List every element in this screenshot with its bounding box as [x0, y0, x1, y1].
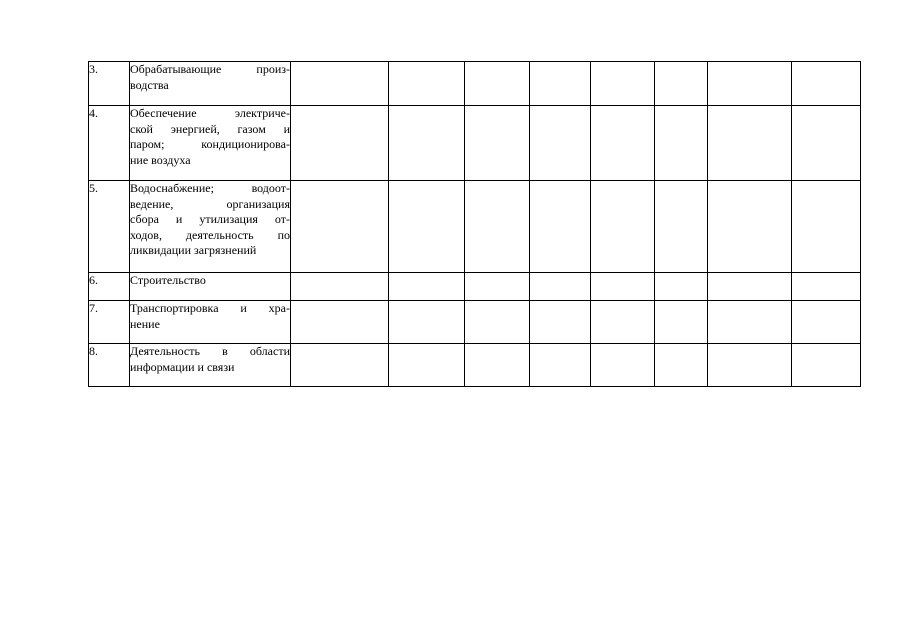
row-name-line: Транспортировка и хра-	[130, 301, 290, 315]
empty-cell	[792, 301, 861, 344]
empty-cell	[465, 62, 530, 106]
empty-cell	[792, 273, 861, 301]
row-number: 7.	[89, 301, 130, 344]
empty-cell	[792, 181, 861, 273]
table-row	[89, 301, 861, 344]
row-number: 6.	[89, 273, 130, 301]
empty-cell	[530, 62, 591, 106]
empty-cell	[530, 344, 591, 387]
row-name-line: Строительство	[130, 273, 206, 287]
empty-cell	[291, 62, 389, 106]
row-number: 4.	[89, 106, 130, 181]
empty-cell	[792, 62, 861, 106]
empty-cell	[530, 106, 591, 181]
empty-cell	[291, 344, 389, 387]
empty-cell	[792, 344, 861, 387]
table-row	[89, 273, 861, 301]
empty-cell	[530, 273, 591, 301]
table-row	[89, 106, 861, 181]
empty-cell	[389, 344, 465, 387]
empty-cell	[389, 106, 465, 181]
empty-cell	[465, 344, 530, 387]
empty-cell	[389, 62, 465, 106]
row-name-line: ведение, организация	[130, 196, 290, 211]
row-number: 8.	[89, 344, 130, 387]
row-number: 5.	[89, 181, 130, 273]
row-name	[130, 344, 291, 387]
empty-cell	[591, 301, 655, 344]
data-table	[88, 61, 861, 387]
row-name-line: ской энергией, газом и	[130, 121, 290, 136]
empty-cell	[708, 273, 792, 301]
empty-cell	[655, 62, 708, 106]
row-name-line: ходов, деятельность по	[130, 227, 290, 242]
empty-cell	[291, 106, 389, 181]
empty-cell	[465, 106, 530, 181]
empty-cell	[655, 344, 708, 387]
row-name-line: паром; кондиционирова-	[130, 137, 290, 151]
table-row	[89, 181, 861, 273]
empty-cell	[708, 344, 792, 387]
empty-cell	[465, 181, 530, 273]
row-name	[130, 181, 291, 273]
empty-cell	[708, 181, 792, 273]
empty-cell	[591, 273, 655, 301]
empty-cell	[465, 301, 530, 344]
row-name-line: сбора и утилизация от-	[130, 212, 290, 226]
empty-cell	[465, 273, 530, 301]
empty-cell	[591, 62, 655, 106]
empty-cell	[291, 181, 389, 273]
empty-cell	[591, 344, 655, 387]
empty-cell	[591, 106, 655, 181]
row-name-line: ние воздуха	[130, 152, 191, 167]
empty-cell	[389, 181, 465, 273]
empty-cell	[530, 301, 591, 344]
row-name-line: Водоснабжение; водоот-	[130, 181, 290, 195]
row-name-line: Обеспечение электриче-	[130, 106, 290, 120]
empty-cell	[530, 181, 591, 273]
empty-cell	[655, 273, 708, 301]
row-number: 3.	[89, 62, 130, 106]
table-row	[89, 62, 861, 106]
empty-cell	[389, 273, 465, 301]
empty-cell	[655, 106, 708, 181]
empty-cell	[708, 62, 792, 106]
row-name	[130, 273, 291, 301]
empty-cell	[389, 301, 465, 344]
row-name	[130, 106, 291, 181]
empty-cell	[591, 181, 655, 273]
row-name-line: Обрабатывающие произ-	[130, 62, 290, 76]
empty-cell	[708, 301, 792, 344]
empty-cell	[792, 106, 861, 181]
table-row	[89, 344, 861, 387]
empty-cell	[291, 301, 389, 344]
row-name-line: нение	[130, 316, 160, 331]
empty-cell	[655, 301, 708, 344]
row-name-line: Деятельность в области	[130, 344, 290, 358]
empty-cell	[291, 273, 389, 301]
empty-cell	[655, 181, 708, 273]
row-name-line: информации и связи	[130, 359, 235, 374]
row-name	[130, 301, 291, 344]
row-name-line: водства	[130, 77, 169, 92]
row-name	[130, 62, 291, 106]
row-name-line: ликвидации загрязнений	[130, 243, 257, 257]
empty-cell	[708, 106, 792, 181]
